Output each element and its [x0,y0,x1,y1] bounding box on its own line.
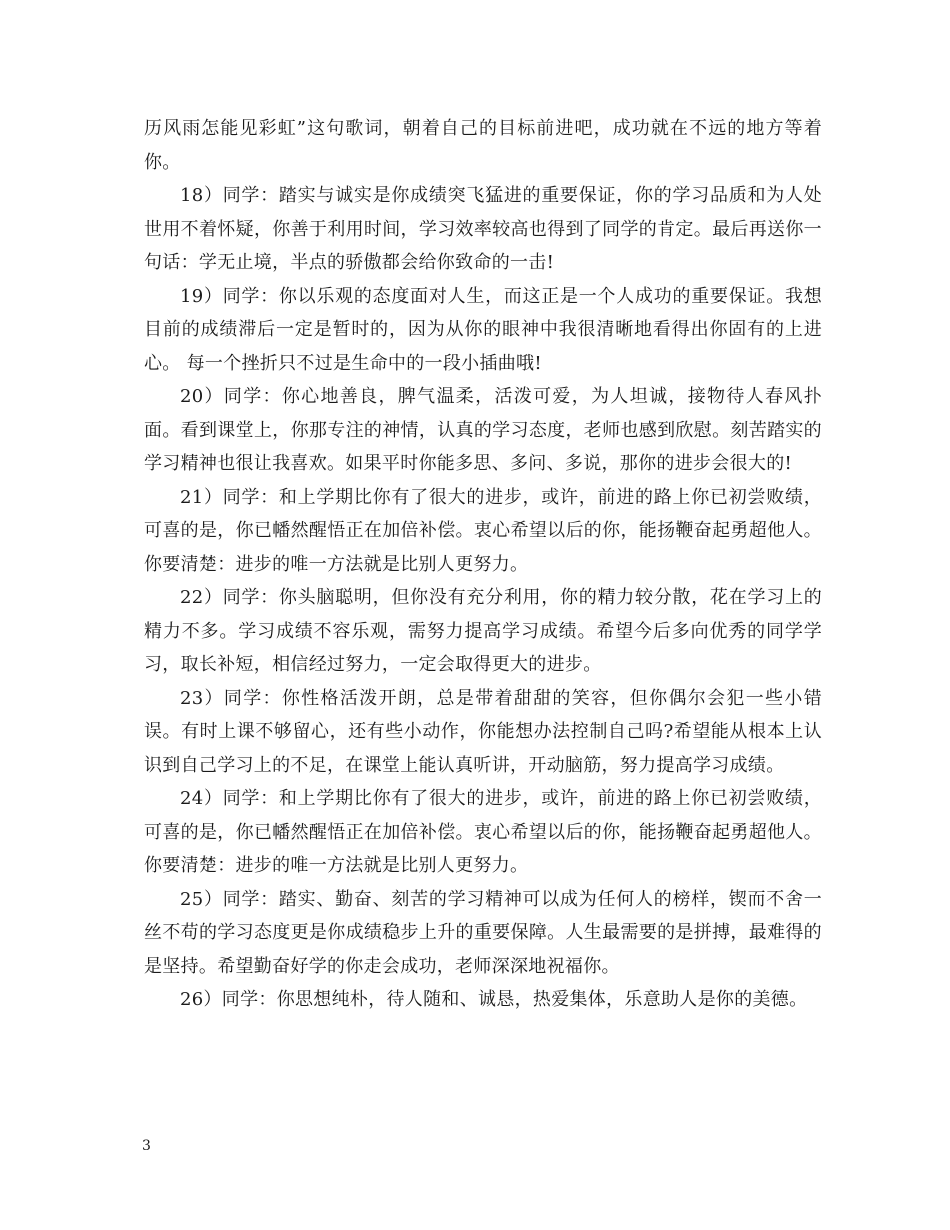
paragraph-comment-18: 18）同学：踏实与诚实是你成绩突飞猛进的重要保证，你的学习品质和为人处世用不着怀疑，你善于利用时间，学习效率较高也得到了同学的肯定。最后再送你一句话：学无止境，半点的骄傲都会给你致命的一击! [144,185,822,273]
paragraph-comment-26: 26）同学：你思想纯朴，待人随和、诚恳，热爱集体，乐意助人是你的美德。 [180,989,808,1010]
paragraph-comment-19: 19）同学：你以乐观的态度面对人生，而这正是一个人成功的重要保证。我想目前的成绩滞后一定是暂时的，因为从你的眼神中我很清晰地看得出你固有的上进心。 每一个挫折只不过是生命中的一段小插曲哦! [144,285,822,374]
page-body [144,112,822,1017]
paragraph-comment-20: 20）同学：你心地善良，脾气温柔，活泼可爱，为人坦诚，接物待人春风扑面。看到课堂上，你那专注的神情，认真的学习态度，老师也感到欣慰。刻苦踏实的学习精神也很让我喜欢。如果平时你能多思、多问、多说，那你的进步会很大的! [144,386,822,474]
page-number: 3 [142,1138,151,1154]
paragraph-comment-22: 22）同学：你头脑聪明，但你没有充分利用，你的精力较分散，花在学习上的精力不多。学习成绩不容乐观，需努力提高学习成绩。希望今后多向优秀的同学学习，取长补短，相信经过努力，一定会取得更大的进步。 [144,587,822,675]
paragraph-comment-24: 24）同学：和上学期比你有了很大的进步，或许，前进的路上你已初尝败绩，可喜的是，你已幡然醒悟正在加倍补偿。衷心希望以后的你，能扬鞭奋起勇超他人。你要清楚：进步的唯一方法就是比别人更努力。 [144,788,822,876]
paragraph-comment-23: 23）同学：你性格活泼开朗，总是带着甜甜的笑容，但你偶尔会犯一些小错误。有时上课不够留心，还有些小动作，你能想办法控制自己吗?希望能从根本上认识到自己学习上的不足，在课堂上能认真听讲，开动脑筋，努力提高学习成绩。 [144,687,822,776]
paragraph-comment-25: 25）同学：踏实、勤奋、刻苦的学习精神可以成为任何人的榜样，锲而不舍一丝不苟的学习态度更是你成绩稳步上升的重要保障。人生最需要的是拼搏，最难得的是坚持。希望勤奋好学的你走会成功，老师深深地祝福你。 [144,888,822,977]
paragraph-continuation: 历风雨怎能见彩虹”这句歌词，朝着自己的目标前进吧，成功就在不远的地方等着你。 [144,118,822,173]
paragraph-comment-21: 21）同学：和上学期比你有了很大的进步，或许，前进的路上你已初尝败绩，可喜的是，你已幡然醒悟正在加倍补偿。衷心希望以后的你，能扬鞭奋起勇超他人。你要清楚：进步的唯一方法就是比别人更努力。 [144,486,822,575]
